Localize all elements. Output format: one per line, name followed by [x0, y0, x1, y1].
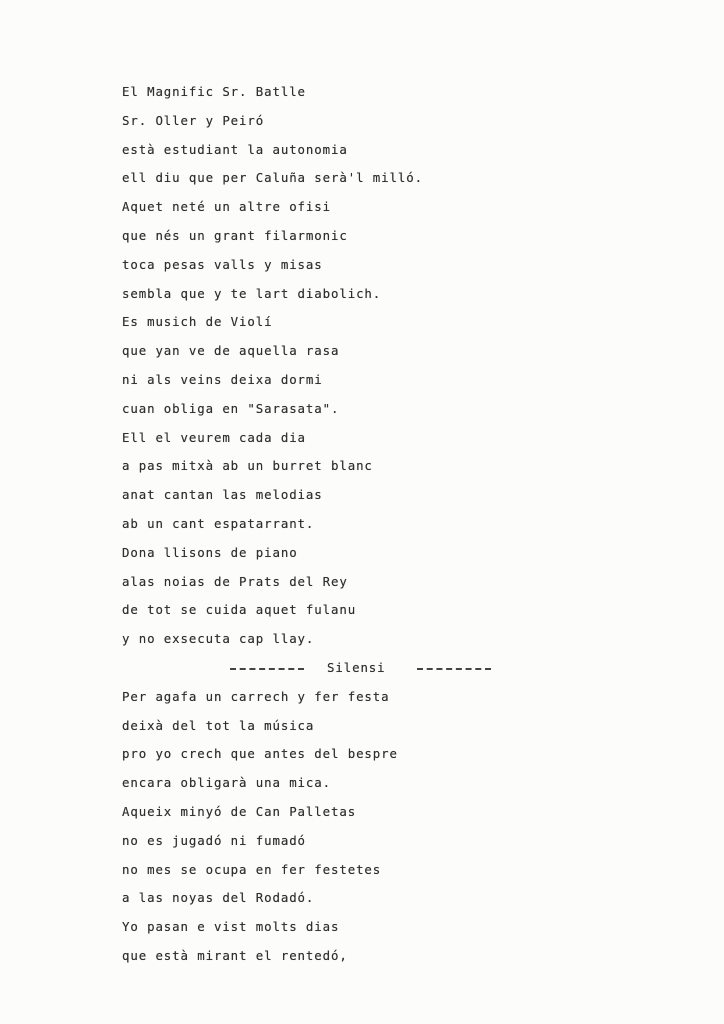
- text-line: Es musich de Violí: [122, 314, 273, 330]
- text-line: a las noyas del Rodadó.: [122, 890, 315, 906]
- text-line: cuan obliga en "Sarasata".: [122, 400, 340, 416]
- poem-text: [122, 78, 682, 971]
- text-line: no es jugadó ni fumadó: [122, 832, 306, 848]
- divider-word: Silensi: [327, 659, 386, 675]
- text-line: Sr. Oller y Peiró: [122, 112, 265, 128]
- text-line: de tot se cuida aquet fulanu: [122, 602, 357, 618]
- text-line: ell diu que per Caluña serà'l milló.: [122, 170, 423, 186]
- text-line: Per agafa un carrech y fer festa: [122, 688, 390, 704]
- text-line: y no exsecuta cap llay.: [122, 631, 315, 647]
- text-line: ab un cant espatarrant.: [122, 515, 315, 531]
- text-line: alas noias de Prats del Rey: [122, 573, 348, 589]
- text-line: Dona llisons de piano: [122, 544, 298, 560]
- text-line: Aqueix minyó de Can Palletas: [122, 803, 357, 819]
- text-line: anat cantan las melodias: [122, 487, 323, 503]
- text-line: Aquet neté un altre ofisi: [122, 199, 331, 215]
- divider-dashes-left: [230, 668, 304, 670]
- text-line: toca pesas valls y misas: [122, 256, 323, 272]
- text-line: que està mirant el rentedó,: [122, 947, 348, 963]
- text-line: Yo pasan e vist molts dias: [122, 919, 340, 935]
- text-line: deixà del tot la música: [122, 717, 315, 733]
- text-line: a pas mitxà ab un burret blanc: [122, 458, 373, 474]
- section-divider: [122, 654, 682, 683]
- text-line: no mes se ocupa en fer festetes: [122, 861, 382, 877]
- text-line: encara obligarà una mica.: [122, 775, 331, 791]
- text-line: està estudiant la autonomia: [122, 141, 348, 157]
- text-line: pro yo crech que antes del bespre: [122, 746, 398, 762]
- text-line: sembla que y te lart diabolich.: [122, 285, 382, 301]
- text-line: Ell el veurem cada dia: [122, 429, 306, 445]
- text-line: que yan ve de aquella rasa: [122, 343, 340, 359]
- text-line: ni als veins deixa dormi: [122, 371, 323, 387]
- text-line: El Magnific Sr. Batlle: [122, 84, 306, 99]
- divider-dashes-right: [417, 668, 491, 670]
- text-line: que nés un grant filarmonic: [122, 227, 348, 243]
